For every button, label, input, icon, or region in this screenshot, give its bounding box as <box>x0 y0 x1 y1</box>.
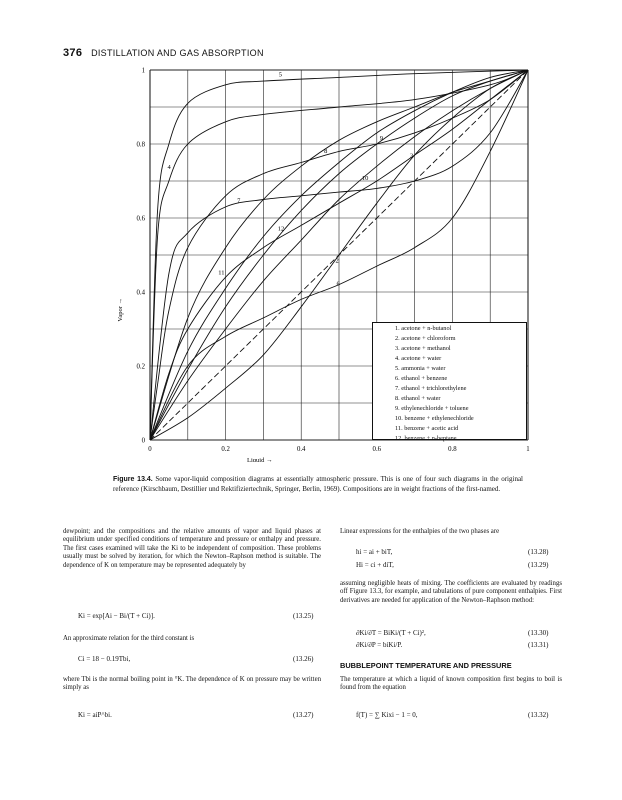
x-axis-label: Liquid → <box>247 457 273 462</box>
figure-caption <box>113 475 523 493</box>
y-axis-label: Vapor → <box>117 297 124 322</box>
legend-entry: 2. acetone + chloroform <box>395 335 456 342</box>
series-label-5: 5 <box>278 71 282 79</box>
series-label-12: 12 <box>277 225 285 233</box>
equation-number-13-32: (13.32) <box>528 711 549 719</box>
series-label-4: 4 <box>167 164 171 172</box>
left-paragraph-3: where Tbi is the normal boiling point in °K. The dependence of K on pressure may be written simply as <box>63 676 321 692</box>
section-heading: BUBBLEPOINT TEMPERATURE AND PRESSURE <box>340 661 512 670</box>
right-paragraph-2: assuming negligible heats of mixing. The coefficients are evaluated by readings off Figure 13.3, for example, and tabulations of pure component enthalpies. First derivatives are needed for application of the Newton–Raphson method: <box>340 580 562 604</box>
y-tick-label: 0.8 <box>136 141 145 149</box>
equation-13-26: Ci = 18 − 0.19Tbi, <box>78 655 131 663</box>
legend-entry: 9. ethylenechloride + toluene <box>395 405 469 412</box>
y-tick-label: 0 <box>141 437 145 445</box>
left-paragraph-1: dewpoint; and the compositions and the relative amounts of vapor and liquid phases at equilibrium under specified conditions of temperature and pressure or enthalpy and pressure. The first cases examined will take the Ki to be independent of composition. These problems usually must be solved by iteration, for which the Newton–Raphson method is suitable. The dependence of K on temperature may be represented adequately by <box>63 528 321 569</box>
equation-13-31: ∂Ki/∂P = biKi/P. <box>356 641 403 649</box>
y-tick-label: 0.6 <box>136 215 145 223</box>
series-label-11: 11 <box>218 269 225 277</box>
equation-13-30: ∂Ki/∂T = BiKi/(T + Ci)², <box>356 629 426 637</box>
chart-legend <box>372 322 527 440</box>
equation-number-13-29: (13.29) <box>528 561 549 569</box>
legend-entry: 12. benzene + n-heptane <box>395 435 457 442</box>
left-paragraph-2-block <box>63 635 321 643</box>
series-label-10: 10 <box>361 174 369 182</box>
legend-entry: 4. acetone + water <box>395 355 442 362</box>
series-label-8: 8 <box>324 147 328 155</box>
legend-entry: 10. benzene + ethylenechloride <box>395 415 474 422</box>
right-paragraph-1: Linear expressions for the enthalpies of the two phases are <box>340 528 500 535</box>
series-label-9: 9 <box>379 135 384 142</box>
equation-13-29: Hi = ci + diT, <box>356 561 394 569</box>
legend-entry: 3. acetone + methanol <box>395 345 451 352</box>
equation-13-32: f(T) = ∑ Kixi − 1 = 0, <box>356 711 418 719</box>
running-header <box>63 47 264 59</box>
x-tick-label: 0.6 <box>372 446 382 453</box>
series-label-6: 6 <box>336 280 340 288</box>
running-title: DISTILLATION AND GAS ABSORPTION <box>91 48 264 58</box>
x-tick-label: 0 <box>148 446 152 453</box>
equation-13-28: hi = ai + biT, <box>356 548 393 556</box>
equation-13-25: Ki = exp[Ai − Bi/(T + Ci)]. <box>78 612 155 620</box>
series-label-7: 7 <box>237 197 241 205</box>
equation-13-27: Ki = aiP^bi. <box>78 711 112 719</box>
x-tick-label: 0.4 <box>296 446 306 453</box>
legend-entry: 11. benzene + acetic acid <box>395 425 459 432</box>
y-tick-label: 0.4 <box>136 289 145 297</box>
caption-label: Figure 13.4. <box>113 476 153 483</box>
series-label-2: 2 <box>335 257 339 265</box>
equation-number-13-28: (13.28) <box>528 548 549 556</box>
y-tick-label: 0.2 <box>136 363 145 371</box>
legend-entry: 7. ethanol + trichlorethylene <box>395 385 467 392</box>
x-tick-label: 0.2 <box>221 446 230 453</box>
equation-number-13-30: (13.30) <box>528 629 549 637</box>
equation-number-13-26: (13.26) <box>293 655 314 663</box>
caption-text: Some vapor-liquid composition diagrams at essentially atmospheric pressure. This is one of four such diagrams in the original reference (Kirschbaum, Destillier und Rektifiziertechnik, Springer, Berlin, 1969). Compositions are in weight fractions of the first-named. <box>113 475 524 493</box>
right-paragraph-3-block <box>340 676 562 693</box>
right-paragraph-2-block <box>340 580 562 605</box>
y-tick-label: 1 <box>141 67 145 75</box>
series-label-3: 3 <box>410 152 414 160</box>
legend-entry: 6. ethanol + benzene <box>395 375 448 382</box>
left-paragraph-2: An approximate relation for the third constant is <box>63 635 195 642</box>
right-paragraph-3: The temperature at which a liquid of known composition first begins to boil is found from the equation <box>340 676 562 692</box>
x-tick-label: 1 <box>526 446 530 453</box>
x-tick-label: 0.8 <box>448 446 457 453</box>
page-number: 376 <box>63 47 83 59</box>
equation-number-13-25: (13.25) <box>293 612 314 620</box>
left-paragraph-3-block <box>63 676 321 693</box>
legend-entry: 5. ammonia + water <box>395 365 446 372</box>
legend-entry: 8. ethanol + water <box>395 395 441 402</box>
right-paragraph-1-block <box>340 528 562 536</box>
legend-entry: 1. acetone + n-butanol <box>395 325 452 332</box>
equation-number-13-31: (13.31) <box>528 641 549 649</box>
left-column <box>63 528 321 570</box>
equation-number-13-27: (13.27) <box>293 711 314 719</box>
